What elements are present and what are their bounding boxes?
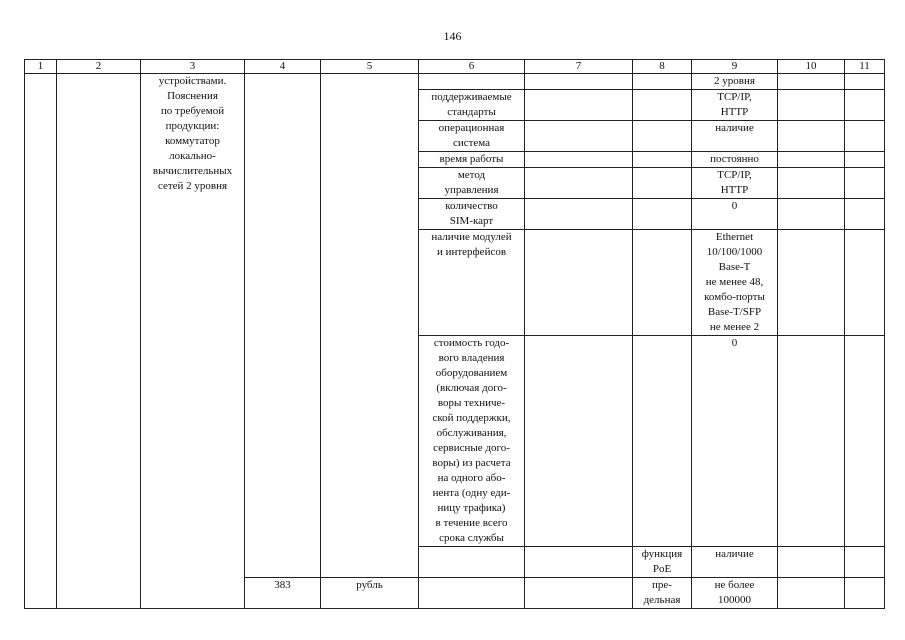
table-row: стоимость годо- вого владения оборудованием (включая дого- воры техниче- ской поддержки, обслуживания, сервисные дого- воры) из расчета на одного або- нента (одну еди- ницу трафика) в течение всего срока службы 0 [25, 336, 885, 547]
column-number-row [25, 60, 885, 74]
col-header-3: 3 [141, 60, 245, 74]
table-row: функция PoE наличие [25, 547, 885, 578]
col-header-11: 11 [845, 60, 885, 74]
table-row: поддерживаемые стандарты TCP/IP, HTTP [25, 90, 885, 121]
col-header-8: 8 [633, 60, 692, 74]
col-header-10: 10 [778, 60, 845, 74]
page-number: 146 [443, 29, 462, 43]
col-header-4: 4 [245, 60, 321, 74]
table-row: устройствами. Пояснения по требуемой продукции: коммутатор локально- вычислительных сетей 2 уровня 2 уровня [25, 74, 885, 90]
table-row: операционная система наличие [25, 121, 885, 152]
table-row: количество SIM-карт 0 [25, 199, 885, 230]
col-header-5: 5 [321, 60, 419, 74]
col-header-9: 9 [692, 60, 778, 74]
table-row: 383 рубль пре- дельная не более 100000 [25, 578, 885, 609]
unit-label: рубль [321, 578, 419, 609]
table-row: время работы постоянно [25, 152, 885, 168]
table-row: метод управления TCP/IP, HTTP [25, 168, 885, 199]
col-header-6: 6 [419, 60, 525, 74]
col-header-2: 2 [57, 60, 141, 74]
table-row: наличие модулей и интерфейсов Ethernet 10/100/1000 Base-T не менее 48, комбо-порты Base-T/SFP не менее 2 [25, 230, 885, 336]
col-header-7: 7 [525, 60, 633, 74]
product-description: устройствами. Пояснения по требуемой продукции: коммутатор локально- вычислительных сетей 2 уровня [141, 74, 245, 578]
specification-table [24, 59, 885, 609]
row-number: 383 [245, 578, 321, 609]
col-header-1: 1 [25, 60, 57, 74]
